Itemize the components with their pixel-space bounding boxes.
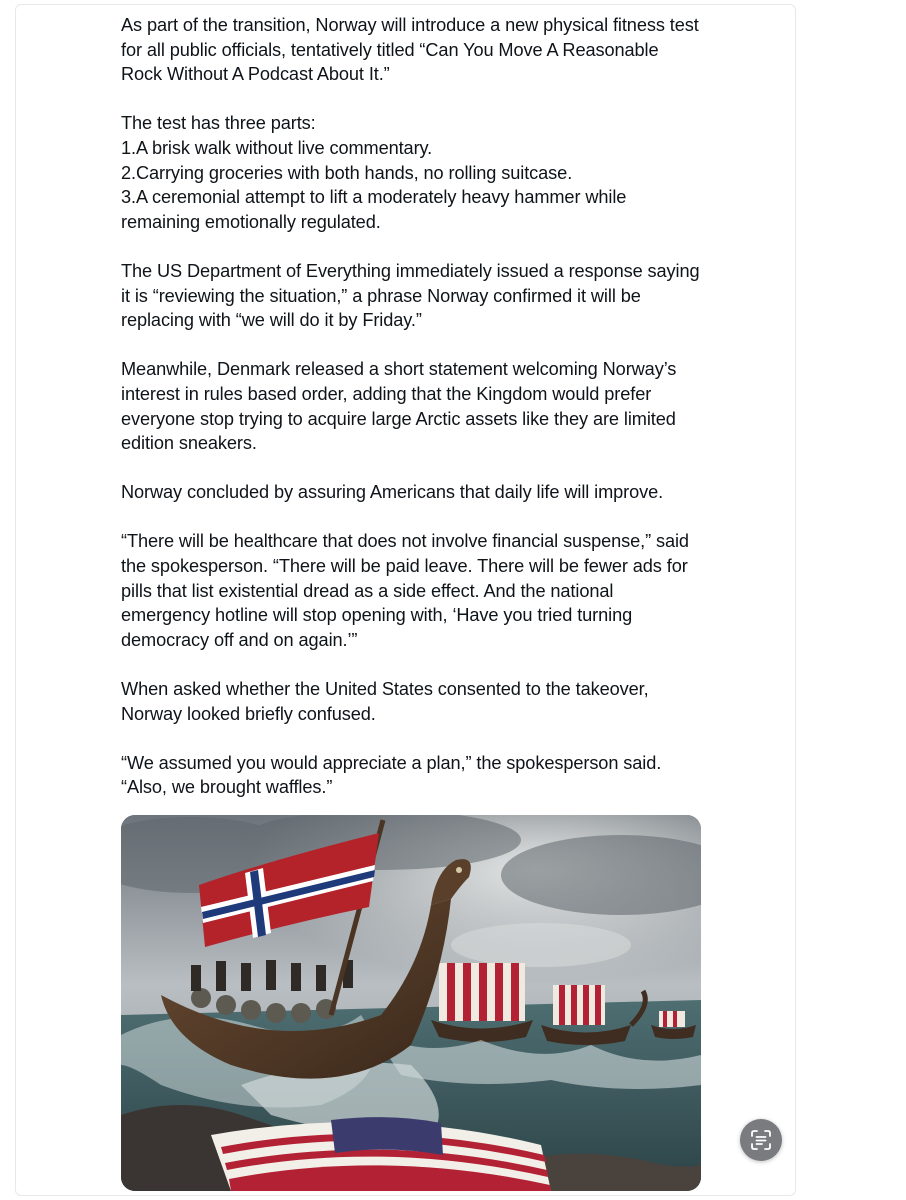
list-item: 1.A brisk walk without live commentary. bbox=[121, 137, 433, 158]
paragraph-fitness-test: As part of the transition, Norway will introduce a new physical fitness test for all public officials, tentatively titled “Can You Move A Reasonable Rock Without A Podcast About It.” bbox=[121, 15, 699, 85]
list-item: 3.A ceremonial attempt to lift a moderately heavy hammer while remaining emotionally regulated. bbox=[121, 187, 627, 232]
text-scan-icon bbox=[750, 1129, 772, 1151]
text-scan-button[interactable] bbox=[740, 1119, 782, 1161]
list-item: 2.Carrying groceries with both hands, no rolling suitcase. bbox=[121, 162, 573, 183]
post-body bbox=[121, 13, 701, 800]
paragraph-conclusion: Norway concluded by assuring Americans that daily life will improve. bbox=[121, 482, 664, 503]
paragraph-us-response: The US Department of Everything immediately issued a response saying it is “reviewing the situation,” a phrase Norway confirmed it will be replacing with “we will do it by Friday.” bbox=[121, 260, 700, 331]
paragraph-spokesperson-quote: “There will be healthcare that does not involve financial suspense,” said the spokesperson. “There will be paid leave. There will be fewer ads for pills that list existential dread as a side effect. And the national emergency hotline will stop opening with, ‘Have you tried turning democracy off and on again.’” bbox=[121, 531, 689, 650]
test-parts-list bbox=[121, 111, 701, 234]
distant-ship bbox=[431, 963, 533, 1042]
paragraph-waffles: “We assumed you would appreciate a plan,” the spokesperson said. “Also, we brought waffles.” bbox=[121, 752, 662, 798]
paragraph-denmark: Meanwhile, Denmark released a short statement welcoming Norway’s interest in rules based order, adding that the Kingdom would prefer everyone stop trying to acquire large Arctic assets like they are limited edition sneakers. bbox=[121, 359, 677, 454]
test-parts-heading: The test has three parts: bbox=[121, 113, 316, 134]
viking-ships-illustration bbox=[121, 815, 701, 1191]
post-image[interactable] bbox=[121, 815, 701, 1191]
paragraph-consent: When asked whether the United States consented to the takeover, Norway looked briefly confused. bbox=[121, 679, 649, 724]
